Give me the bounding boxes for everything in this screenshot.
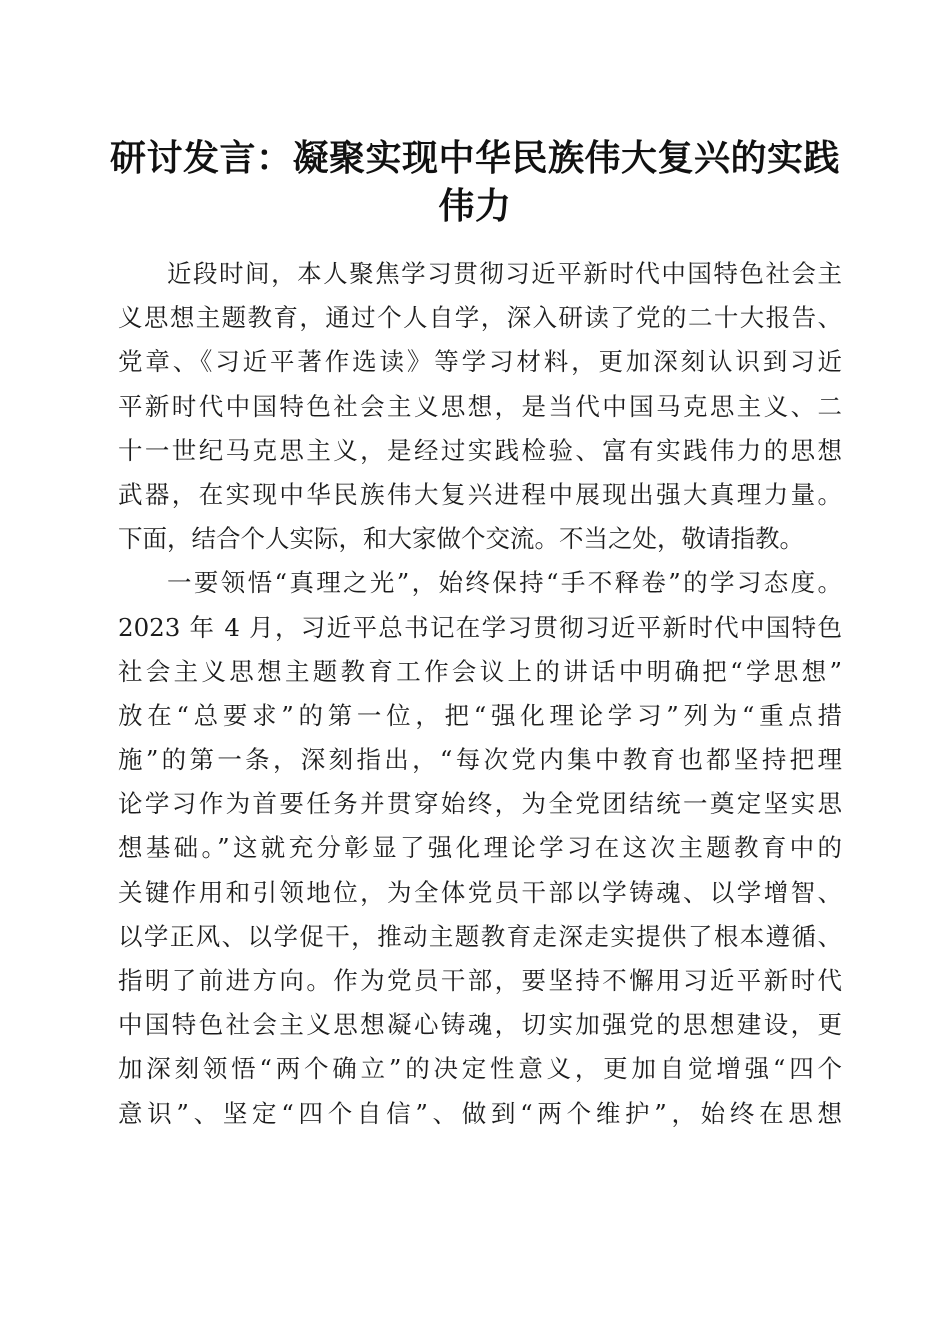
text-line: 加深刻领悟“两个确立”的决定性意义，更加自觉增强“四个: [118, 1054, 842, 1084]
text-line: 指明了前进方向。作为党员干部，要坚持不懈用习近平新时代: [118, 966, 842, 995]
text-line: 中国特色社会主义思想凝心铸魂，切实加强党的思想建设，更: [118, 1010, 842, 1040]
title-line: 研讨发言：凝聚实现中华民族伟大复兴的实践: [109, 137, 840, 179]
text-line: 一要领悟“真理之光”，始终保持“手不释卷”的学习态度。: [167, 568, 842, 598]
text-line: 放在“总要求”的第一位，把“强化理论学习”列为“重点措: [118, 700, 842, 730]
title-line: 伟力: [438, 185, 512, 227]
text-line: 十一世纪马克思主义，是经过实践检验、富有实践伟力的思想: [118, 435, 842, 465]
text-line: 平新时代中国特色社会主义思想，是当代中国马克思主义、二: [118, 391, 842, 421]
text-line: 施”的第一条，深刻指出，“每次党内集中教育也都坚持把理: [118, 745, 842, 775]
text-line: 社会主义思想主题教育工作会议上的讲话中明确把“学思想”: [118, 656, 842, 686]
text-line: 2023 年 4 月，习近平总书记在学习贯彻习近平新时代中国特色: [118, 612, 842, 642]
text-line: 以学正风、以学促干，推动主题教育走深走实提供了根本遵循、: [118, 921, 842, 951]
document-title: [100, 134, 850, 230]
text-line: 义思想主题教育，通过个人自学，深入研读了党的二十大报告、: [118, 303, 842, 333]
paragraph-2: [118, 561, 842, 1135]
paragraph-1: [118, 252, 842, 561]
text-line: 近段时间，本人聚焦学习贯彻习近平新时代中国特色社会主: [167, 259, 842, 288]
text-line: 想基础。”这就充分彰显了强化理论学习在这次主题教育中的: [118, 833, 842, 863]
text-line: 武器，在实现中华民族伟大复兴进程中展现出强大真理力量。: [118, 479, 842, 509]
text-line: 意识”、坚定“四个自信”、做到“两个维护”，始终在思想: [118, 1098, 842, 1128]
text-line: 论学习作为首要任务并贯穿始终，为全党团结统一奠定坚实思: [118, 789, 842, 819]
text-line: 下面，结合个人实际，和大家做个交流。不当之处，敬请指教。: [118, 524, 804, 554]
text-line: 党章、《习近平著作选读》等学习材料，更加深刻认识到习近: [118, 347, 842, 377]
text-line: 关键作用和引领地位，为全体党员干部以学铸魂、以学增智、: [118, 877, 842, 907]
document-body: [118, 252, 842, 1136]
